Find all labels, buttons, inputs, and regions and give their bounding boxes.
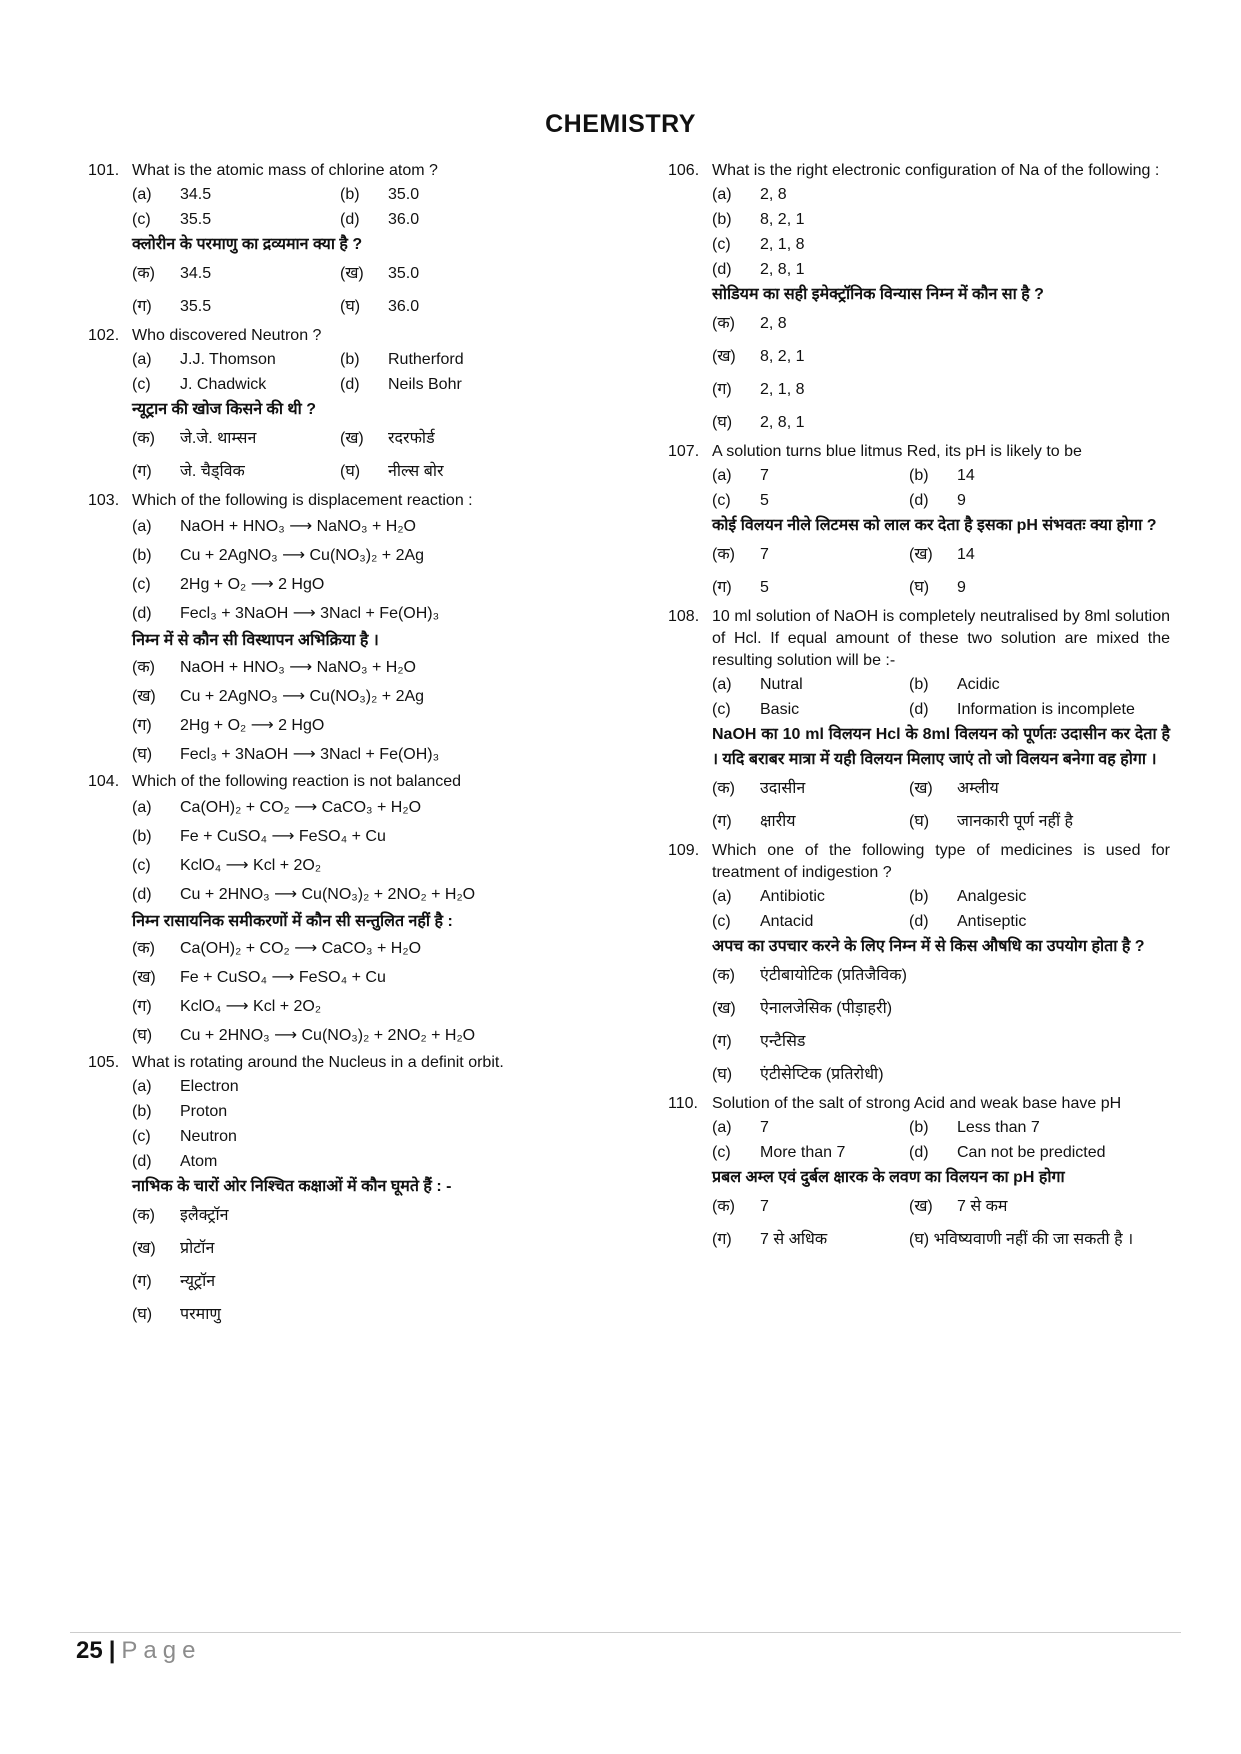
option-text: क्षारीय bbox=[760, 813, 796, 830]
question-105 bbox=[88, 1052, 548, 1331]
option-text: Cu + 2HNO₃ ⟶ Cu(NO₃)₂ + 2NO₂ + H₂O bbox=[180, 886, 476, 903]
option-text: Fecl₃ + 3NaOH ⟶ 3Nacl + Fe(OH)₃ bbox=[180, 605, 440, 622]
option-text: 7 bbox=[760, 1198, 769, 1215]
option-text: J.J. Thomson bbox=[180, 351, 276, 368]
option-label: (ग) bbox=[712, 579, 732, 596]
option-label: (ग) bbox=[712, 381, 732, 398]
option-label: (c) bbox=[712, 236, 731, 253]
option-label: (ख) bbox=[909, 546, 933, 563]
option-text: 35.0 bbox=[388, 265, 420, 282]
option-text: अम्लीय bbox=[957, 780, 999, 797]
option-text: एंटीसेप्टिक (प्रतिरोधी) bbox=[760, 1066, 884, 1083]
option-label: (क) bbox=[132, 1207, 155, 1224]
option-text: Fe + CuSO₄ ⟶ FeSO₄ + Cu bbox=[180, 969, 386, 986]
option-label: (b) bbox=[340, 351, 360, 368]
option-label: (घ) bbox=[132, 1306, 153, 1323]
option-label: (d) bbox=[132, 605, 152, 622]
option-label: (d) bbox=[712, 261, 732, 278]
option-label: (ग) bbox=[712, 813, 732, 830]
option-label: (d) bbox=[909, 701, 929, 718]
option-label: (b) bbox=[909, 1119, 929, 1136]
option-label: (c) bbox=[712, 1144, 731, 1161]
question-number: 102. bbox=[88, 327, 120, 344]
page-footer bbox=[76, 1633, 201, 1669]
option-label: (ग) bbox=[132, 463, 152, 480]
option-text: एंटीबायोटिक (प्रतिजैविक) bbox=[760, 967, 907, 984]
option-text: Neutron bbox=[180, 1128, 237, 1145]
option-text: Fe + CuSO₄ ⟶ FeSO₄ + Cu bbox=[180, 828, 386, 845]
option-label: (c) bbox=[132, 576, 151, 593]
option-text: रदरफोर्ड bbox=[388, 430, 435, 447]
option-label: (ख) bbox=[132, 1240, 156, 1257]
question-text-hindi: प्रबल अम्ल एवं दुर्बल क्षारक के लवण का विलयन का pH होगा bbox=[712, 1169, 1065, 1186]
question-text-hindi: नाभिक के चारों ओर निश्चित कक्षाओं में कौन घूमते हैं : - bbox=[132, 1178, 452, 1195]
left-column bbox=[88, 160, 548, 1333]
option-text: 9 bbox=[957, 492, 966, 509]
option-label: (a) bbox=[132, 518, 152, 535]
option-text: जे.जे. थाम्सन bbox=[180, 430, 257, 447]
option-text: Electron bbox=[180, 1078, 239, 1095]
page-number: 25 bbox=[76, 1637, 103, 1664]
option-label: (b) bbox=[132, 547, 152, 564]
option-label: (a) bbox=[712, 676, 732, 693]
option-label: (क) bbox=[712, 1198, 735, 1215]
option-label: (c) bbox=[712, 701, 731, 718]
question-text: What is rotating around the Nucleus in a definit orbit. bbox=[132, 1054, 504, 1071]
option-text: 2, 8, 1 bbox=[760, 261, 805, 278]
question-number: 110. bbox=[668, 1095, 698, 1112]
option-label: (क) bbox=[712, 780, 735, 797]
question-104 bbox=[88, 771, 548, 1050]
option-label: (ग) bbox=[132, 717, 152, 734]
option-text: भविष्यवाणी नहीं की जा सकती है । bbox=[933, 1231, 1134, 1248]
option-text: More than 7 bbox=[760, 1144, 846, 1161]
question-101 bbox=[88, 160, 548, 323]
option-text: Nutral bbox=[760, 676, 803, 693]
option-text: 5 bbox=[760, 492, 769, 509]
option-text: NaOH + HNO₃ ⟶ NaNO₃ + H₂O bbox=[180, 659, 416, 676]
option-text: उदासीन bbox=[760, 780, 806, 797]
option-label: (ग) bbox=[132, 298, 152, 315]
option-text: 7 से कम bbox=[957, 1198, 1008, 1215]
question-text: Who discovered Neutron ? bbox=[132, 327, 322, 344]
question-103 bbox=[88, 490, 548, 769]
option-text: एन्टैसिड bbox=[760, 1033, 806, 1050]
option-label: (घ) bbox=[340, 298, 361, 315]
question-text: What is the right electronic configuration of Na of the following : bbox=[712, 162, 1160, 179]
question-text: Which of the following reaction is not balanced bbox=[132, 773, 462, 790]
question-number: 106. bbox=[668, 162, 700, 179]
option-label: (क) bbox=[712, 315, 735, 332]
option-label: (b) bbox=[132, 828, 152, 845]
option-label: (c) bbox=[132, 211, 151, 228]
question-text: What is the atomic mass of chlorine atom ? bbox=[132, 162, 438, 179]
option-label: (a) bbox=[132, 1078, 152, 1095]
question-107 bbox=[668, 441, 1170, 604]
option-text: 34.5 bbox=[180, 265, 212, 282]
page-word: Page bbox=[121, 1637, 202, 1664]
option-label: (ख) bbox=[132, 969, 156, 986]
option-label: (c) bbox=[132, 376, 151, 393]
option-text: 8, 2, 1 bbox=[760, 211, 805, 228]
question-110 bbox=[668, 1093, 1170, 1256]
option-text: (घ) bbox=[909, 1231, 930, 1248]
question-number: 109. bbox=[668, 842, 700, 859]
option-text: Analgesic bbox=[957, 888, 1027, 905]
option-text: 9 bbox=[957, 579, 966, 596]
question-102 bbox=[88, 325, 548, 488]
option-label: (b) bbox=[340, 186, 360, 203]
question-108 bbox=[668, 606, 1170, 838]
option-label: (ख) bbox=[712, 348, 736, 365]
question-text: Which of the following is displacement reaction : bbox=[132, 492, 473, 509]
option-label: (a) bbox=[712, 467, 732, 484]
option-label: (ख) bbox=[132, 688, 156, 705]
option-label: (क) bbox=[132, 659, 155, 676]
option-text: 36.0 bbox=[388, 298, 420, 315]
option-label: (घ) bbox=[712, 414, 733, 431]
question-109 bbox=[668, 840, 1170, 1091]
option-text: 14 bbox=[957, 467, 975, 484]
question-number: 108. bbox=[668, 608, 700, 625]
option-label: (ख) bbox=[340, 265, 364, 282]
option-text: Less than 7 bbox=[957, 1119, 1040, 1136]
question-text-hindi: अपच का उपचार करने के लिए निम्न में से किस औषधि का उपयोग होता है ? bbox=[712, 938, 1145, 955]
option-text: Neils Bohr bbox=[388, 376, 462, 393]
option-label: (c) bbox=[132, 1128, 151, 1145]
option-label: (ख) bbox=[712, 1000, 736, 1017]
question-number: 104. bbox=[88, 773, 120, 790]
question-106 bbox=[668, 160, 1170, 439]
option-text: 2Hg + O₂ ⟶ 2 HgO bbox=[180, 717, 325, 734]
option-label: (क) bbox=[712, 546, 735, 563]
option-label: (ग) bbox=[712, 1033, 732, 1050]
option-text: परमाणु bbox=[180, 1306, 221, 1323]
option-text: Rutherford bbox=[388, 351, 464, 368]
option-text: प्रोटॉन bbox=[180, 1240, 215, 1257]
option-text: नील्स बोर bbox=[388, 463, 444, 480]
option-text: 2, 8 bbox=[760, 186, 787, 203]
question-text-hindi: सोडियम का सही इमेक्ट्रॉनिक विन्यास निम्न में कौन सा है ? bbox=[712, 286, 1044, 303]
option-label: (a) bbox=[712, 186, 732, 203]
option-text: Fecl₃ + 3NaOH ⟶ 3Nacl + Fe(OH)₃ bbox=[180, 746, 440, 763]
option-label: (घ) bbox=[909, 579, 930, 596]
option-label: (घ) bbox=[340, 463, 361, 480]
question-number: 101. bbox=[88, 162, 120, 179]
option-text: Antiseptic bbox=[957, 913, 1027, 930]
option-label: (c) bbox=[132, 857, 151, 874]
option-label: (a) bbox=[132, 186, 152, 203]
option-text: 7 bbox=[760, 546, 769, 563]
option-label: (घ) bbox=[132, 1027, 153, 1044]
option-label: (d) bbox=[340, 376, 360, 393]
option-text: 2, 8 bbox=[760, 315, 787, 332]
right-column bbox=[668, 160, 1170, 1258]
option-text: 7 bbox=[760, 467, 769, 484]
question-number: 105. bbox=[88, 1054, 120, 1071]
question-text-hindi: निम्न में से कौन सी विस्थापन अभिक्रिया है । bbox=[132, 632, 379, 649]
option-text: Cu + 2AgNO₃ ⟶ Cu(NO₃)₂ + 2Ag bbox=[180, 688, 425, 705]
option-label: (क) bbox=[712, 967, 735, 984]
option-text: 5 bbox=[760, 579, 769, 596]
footer-separator: | bbox=[108, 1637, 116, 1664]
option-text: 8, 2, 1 bbox=[760, 348, 805, 365]
question-text: A solution turns blue litmus Red, its pH is likely to be bbox=[712, 443, 1082, 460]
option-label: (b) bbox=[712, 211, 732, 228]
question-number: 103. bbox=[88, 492, 120, 509]
option-text: 35.0 bbox=[388, 186, 420, 203]
footer-divider bbox=[70, 1632, 1181, 1633]
option-label: (ख) bbox=[909, 1198, 933, 1215]
question-number: 107. bbox=[668, 443, 700, 460]
option-text: 7 से अधिक bbox=[760, 1231, 828, 1248]
option-label: (ग) bbox=[712, 1231, 732, 1248]
option-label: (क) bbox=[132, 265, 155, 282]
question-text-hindi: NaOH का 10 ml विलयन Hcl के 8ml विलयन को पूर्णतः उदासीन कर देता है । यदि बराबर मात्रा में यही विलयन मिलाए जाएं तो जो विलयन बनेगा वह होगा । bbox=[712, 726, 1170, 768]
question-text-hindi: निम्न रासायनिक समीकरणों में कौन सी सन्तुलित नहीं है : bbox=[132, 913, 453, 930]
question-text: Which one of the following type of medicines is used for treatment of indigestion ? bbox=[712, 842, 1170, 881]
option-label: (ख) bbox=[909, 780, 933, 797]
option-text: 34.5 bbox=[180, 186, 212, 203]
option-label: (घ) bbox=[712, 1066, 733, 1083]
option-label: (a) bbox=[132, 351, 152, 368]
option-label: (b) bbox=[909, 888, 929, 905]
option-text: 2Hg + O₂ ⟶ 2 HgO bbox=[180, 576, 325, 593]
option-text: जे. चैड्विक bbox=[180, 463, 245, 480]
option-label: (क) bbox=[132, 940, 155, 957]
option-label: (ग) bbox=[132, 1273, 152, 1290]
option-label: (b) bbox=[909, 676, 929, 693]
option-text: न्यूट्रॉन bbox=[180, 1273, 216, 1290]
option-text: Information is incomplete bbox=[957, 701, 1135, 718]
question-text: 10 ml solution of NaOH is completely neutralised by 8ml solution of Hcl. If equal amount of these two solution are mixed the resulting solution will be :- bbox=[712, 608, 1170, 669]
option-label: (a) bbox=[712, 888, 732, 905]
option-text: J. Chadwick bbox=[180, 376, 267, 393]
option-label: (a) bbox=[712, 1119, 732, 1136]
option-label: (b) bbox=[909, 467, 929, 484]
option-text: 7 bbox=[760, 1119, 769, 1136]
option-text: 14 bbox=[957, 546, 975, 563]
option-text: इलैक्ट्रॉन bbox=[180, 1207, 229, 1224]
option-text: ऐनालजेसिक (पीड़ाहरी) bbox=[760, 1000, 893, 1017]
option-label: (ग) bbox=[132, 998, 152, 1015]
option-text: Cu + 2HNO₃ ⟶ Cu(NO₃)₂ + 2NO₂ + H₂O bbox=[180, 1027, 476, 1044]
option-label: (c) bbox=[712, 913, 731, 930]
option-text: Antibiotic bbox=[760, 888, 825, 905]
page-title: CHEMISTRY bbox=[545, 110, 696, 138]
option-label: (d) bbox=[132, 1153, 152, 1170]
question-text-hindi: क्लोरीन के परमाणु का द्रव्यमान क्या है ? bbox=[132, 236, 363, 253]
option-text: Atom bbox=[180, 1153, 218, 1170]
option-text: Acidic bbox=[957, 676, 1000, 693]
option-text: Cu + 2AgNO₃ ⟶ Cu(NO₃)₂ + 2Ag bbox=[180, 547, 425, 564]
option-text: 35.5 bbox=[180, 298, 212, 315]
option-label: (ख) bbox=[340, 430, 364, 447]
option-label: (a) bbox=[132, 799, 152, 816]
option-text: Ca(OH)₂ + CO₂ ⟶ CaCO₃ + H₂O bbox=[180, 799, 422, 816]
option-text: 2, 1, 8 bbox=[760, 381, 805, 398]
option-text: 36.0 bbox=[388, 211, 420, 228]
question-text-hindi: न्यूट्रान की खोज किसने की थी ? bbox=[132, 401, 316, 418]
option-label: (c) bbox=[712, 492, 731, 509]
option-text: Can not be predicted bbox=[957, 1144, 1106, 1161]
option-label: (d) bbox=[340, 211, 360, 228]
option-text: KclO₄ ⟶ Kcl + 2O₂ bbox=[180, 998, 322, 1015]
question-text: Solution of the salt of strong Acid and weak base have pH bbox=[712, 1095, 1122, 1112]
option-label: (घ) bbox=[132, 746, 153, 763]
option-text: KclO₄ ⟶ Kcl + 2O₂ bbox=[180, 857, 322, 874]
option-text: NaOH + HNO₃ ⟶ NaNO₃ + H₂O bbox=[180, 518, 416, 535]
option-label: (क) bbox=[132, 430, 155, 447]
option-text: 2, 1, 8 bbox=[760, 236, 805, 253]
option-text: Ca(OH)₂ + CO₂ ⟶ CaCO₃ + H₂O bbox=[180, 940, 422, 957]
option-label: (b) bbox=[132, 1103, 152, 1120]
option-text: Proton bbox=[180, 1103, 228, 1120]
option-label: (d) bbox=[909, 492, 929, 509]
option-text: 2, 8, 1 bbox=[760, 414, 805, 431]
option-label: (d) bbox=[132, 886, 152, 903]
option-label: (d) bbox=[909, 1144, 929, 1161]
option-text: Basic bbox=[760, 701, 800, 718]
question-text-hindi: कोई विलयन नीले लिटमस को लाल कर देता है इसका pH संभवतः क्या होगा ? bbox=[712, 517, 1157, 534]
option-text: जानकारी पूर्ण नहीं है bbox=[957, 813, 1074, 830]
option-label: (d) bbox=[909, 913, 929, 930]
option-label: (घ) bbox=[909, 813, 930, 830]
option-text: Antacid bbox=[760, 913, 814, 930]
option-text: 35.5 bbox=[180, 211, 212, 228]
